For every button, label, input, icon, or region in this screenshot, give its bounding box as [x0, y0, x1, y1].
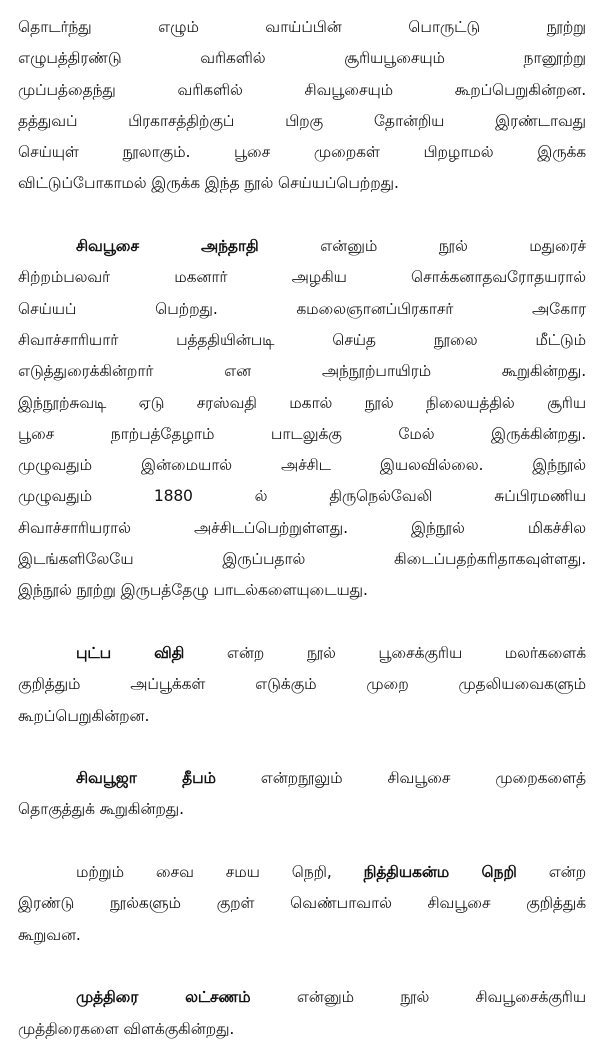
paragraph [18, 12, 588, 200]
book-title: முத்திரை லட்சணம் [76, 988, 251, 1007]
text-segment: கூறுவன. [18, 925, 81, 944]
text-segment: முழுவதும் இன்மையால் அச்சிட இயலவில்லை. இந்நூல் [18, 456, 586, 475]
text-line [18, 137, 586, 168]
text-segment: பூசை நாற்பத்தேழாம் பாடலுக்கு மேல் இருக்கின்றது. [18, 424, 586, 443]
text-segment: இந்நூல் நூற்று இருபத்தேழு பாடல்களையுடையது. [18, 581, 368, 600]
text-segment: சிவாச்சாரியரால் அச்சிடப்பெற்றுள்ளது. இந்நூல் மிகச்சில [18, 518, 586, 537]
book-title: புட்ப விதி [76, 643, 185, 662]
text-line [18, 638, 586, 669]
text-line [18, 1014, 586, 1045]
text-line [18, 669, 586, 700]
text-line [18, 231, 586, 262]
text-line [18, 544, 586, 575]
text-segment: தொடர்ந்து எழும் வாய்ப்பின் பொருட்டு நூற்று [18, 18, 586, 36]
text-line [18, 106, 586, 137]
text-segment: இந்நூற்சுவடி ஏடு சரஸ்வதி மகால் நூல் நிலையத்தில் சூரிய [18, 393, 586, 412]
text-line [18, 701, 586, 732]
text-segment: விட்டுப்போகாமல் இருக்க இந்த நூல் செய்யப்பெற்றது. [18, 174, 399, 193]
text-line [18, 43, 586, 74]
text-line [18, 168, 586, 199]
paragraph [18, 231, 588, 607]
text-line [18, 325, 586, 356]
text-line [18, 75, 586, 106]
text-line [18, 920, 586, 951]
text-line [18, 763, 586, 794]
text-segment: இரண்டு நூல்களும் குறள் வெண்பாவால் சிவபூசை குறித்துக் [18, 894, 586, 913]
text-segment: தொகுத்துக் கூறுகின்றது. [18, 800, 184, 819]
text-segment: என்னும் நூல் சிவபூசைக்குரிய [250, 988, 586, 1007]
text-segment: என்றநூலும் சிவபூசை முறைகளைத் [215, 769, 586, 788]
text-line [18, 857, 586, 888]
text-segment: என்ற [516, 863, 586, 882]
text-segment: என்னும் நூல் மதுரைச் [258, 237, 586, 256]
text-line [18, 513, 586, 544]
paragraph [18, 982, 588, 1045]
text-segment: முழுவதும் 1880 ல் திருநெல்வேலி சுப்பிரமணிய [18, 487, 586, 506]
text-line [18, 481, 586, 512]
text-segment: குறித்தும் அப்பூக்கள் எடுக்கும் முறை முதலியவைகளும் [18, 675, 586, 694]
text-line [18, 356, 586, 387]
text-segment: சிவாச்சாரியார் பத்ததியின்படி செய்த நூலை மீட்டும் [18, 330, 586, 349]
text-segment: இடங்களிலேயே இருப்பதால் கிடைப்பதற்கரிதாகவுள்ளது. [18, 550, 586, 569]
text-line [18, 982, 586, 1013]
paragraph-gap [18, 200, 588, 231]
text-line [18, 12, 586, 43]
text-segment: முப்பத்தைந்து வரிகளில் சிவபூசையும் கூறப்பெறுகின்றன. [18, 80, 586, 99]
text-segment: எடுத்துரைக்கின்றார் என அந்நூற்பாயிரம் கூறுகின்றது. [18, 362, 586, 381]
text-segment: மற்றும் சைவ சமய நெறி, [76, 863, 364, 882]
paragraph-gap [18, 732, 588, 763]
paragraph [18, 763, 588, 826]
text-line [18, 450, 586, 481]
text-line [18, 575, 586, 606]
text-segment: என்ற நூல் பூசைக்குரிய மலர்களைக் [184, 643, 586, 662]
text-line [18, 294, 586, 325]
book-title: நித்தியகன்ம நெறி [363, 863, 517, 882]
text-segment: சிற்றம்பலவர் மகனார் அழகிய சொக்கனாதவரோதயரால் [18, 268, 586, 287]
book-title: சிவபூசை அந்தாதி [76, 237, 259, 256]
text-segment: கூறப்பெறுகின்றன. [18, 706, 150, 725]
text-segment: எழுபத்திரண்டு வரிகளில் சூரியபூசையும் நானூற்று [18, 49, 586, 68]
text-segment: முத்திரைகளை விளக்குகின்றது. [18, 1019, 235, 1038]
text-line [18, 419, 586, 450]
text-segment: செய்யப் பெற்றது. கமலைஞானப்பிரகாசர் அகோர [18, 299, 586, 318]
paragraph-gap [18, 826, 588, 857]
text-line [18, 794, 586, 825]
text-segment: செய்யுள் நூலாகும். பூசை முறைகள் பிறழாமல் இருக்க [18, 143, 586, 162]
text-line [18, 388, 586, 419]
book-title: சிவபூஜா தீபம் [76, 769, 216, 788]
paragraph [18, 638, 588, 732]
text-line [18, 262, 586, 293]
text-segment: தத்துவப் பிரகாசத்திற்குப் பிறகு தோன்றிய இரண்டாவது [18, 111, 586, 130]
paragraph-gap [18, 607, 588, 638]
text-line [18, 888, 586, 919]
paragraph [18, 857, 588, 951]
